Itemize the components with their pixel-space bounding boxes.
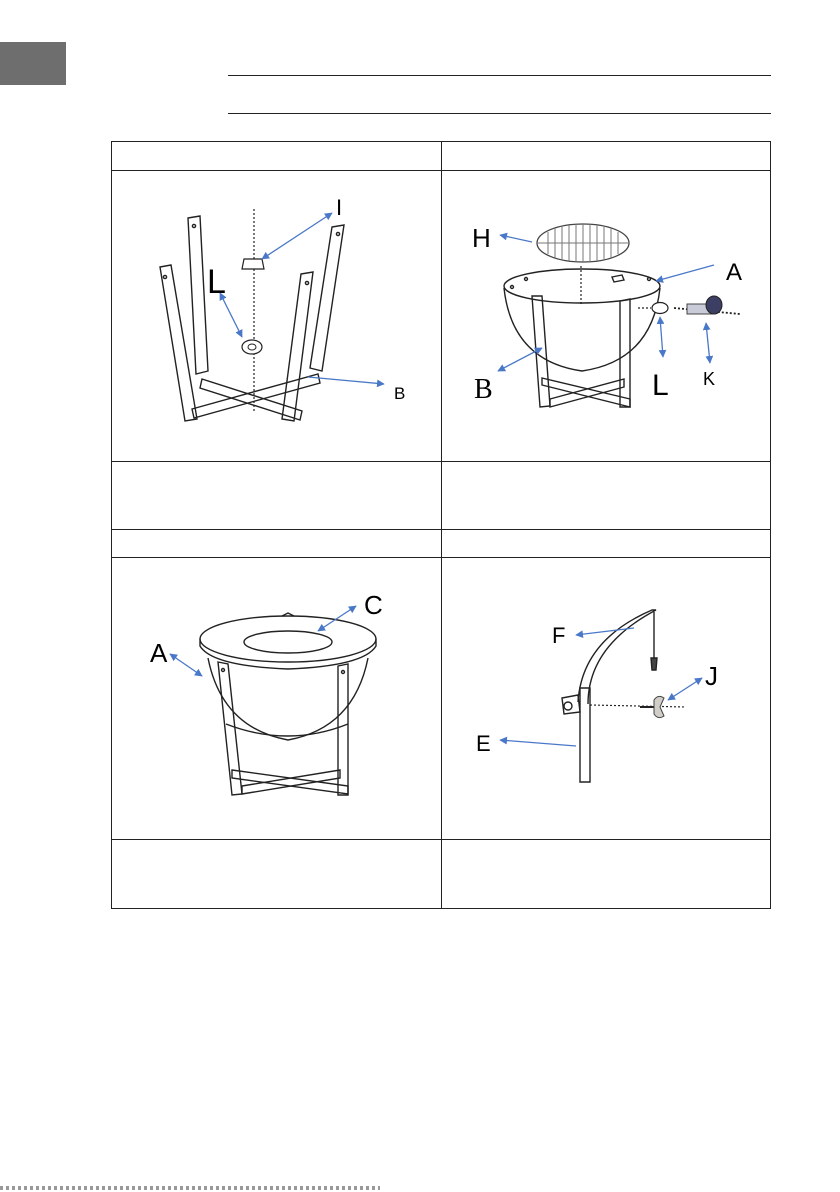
header-rule-bottom bbox=[228, 113, 771, 114]
step-header-3 bbox=[112, 530, 442, 558]
step-header-1 bbox=[112, 142, 442, 171]
step-header-2 bbox=[442, 142, 771, 171]
label-B: B bbox=[474, 374, 493, 405]
bolt-part bbox=[674, 296, 740, 314]
step-text-3 bbox=[112, 840, 442, 908]
label-L: L bbox=[207, 263, 226, 301]
legs-assembly-drawing bbox=[112, 171, 442, 462]
language-tab bbox=[0, 42, 66, 85]
header-rule-top bbox=[228, 75, 771, 76]
figure-step-2 bbox=[442, 171, 771, 462]
assembly-steps-table bbox=[111, 141, 771, 909]
label-E: E bbox=[476, 731, 491, 756]
washer-part bbox=[652, 303, 668, 314]
figure-step-3 bbox=[112, 558, 442, 840]
step-text-4 bbox=[442, 840, 771, 908]
label-H: H bbox=[472, 223, 491, 253]
label-A: A bbox=[726, 259, 743, 286]
figure-step-1 bbox=[112, 171, 442, 462]
step-text-1 bbox=[112, 462, 442, 530]
step-text-2 bbox=[442, 462, 771, 530]
figure-step-4 bbox=[442, 558, 771, 840]
fire-ring-drawing bbox=[112, 558, 442, 840]
label-I: I bbox=[336, 195, 343, 220]
step-header-4 bbox=[442, 530, 771, 558]
wing-nut-part bbox=[640, 696, 664, 717]
label-F: F bbox=[552, 623, 566, 648]
label-K: K bbox=[703, 369, 716, 389]
label-J: J bbox=[705, 661, 718, 691]
nut-part bbox=[242, 259, 264, 269]
label-B: B bbox=[394, 384, 406, 403]
bowl-mounting-drawing bbox=[442, 171, 771, 462]
label-L: L bbox=[652, 369, 669, 402]
grill-grate-part bbox=[537, 224, 629, 262]
pot-hanger-drawing bbox=[442, 558, 771, 840]
washer-part bbox=[242, 340, 262, 354]
page-footer-strip bbox=[0, 1186, 380, 1190]
label-A: A bbox=[150, 638, 168, 668]
label-C: C bbox=[364, 590, 383, 620]
fire-ring-part bbox=[200, 616, 376, 662]
